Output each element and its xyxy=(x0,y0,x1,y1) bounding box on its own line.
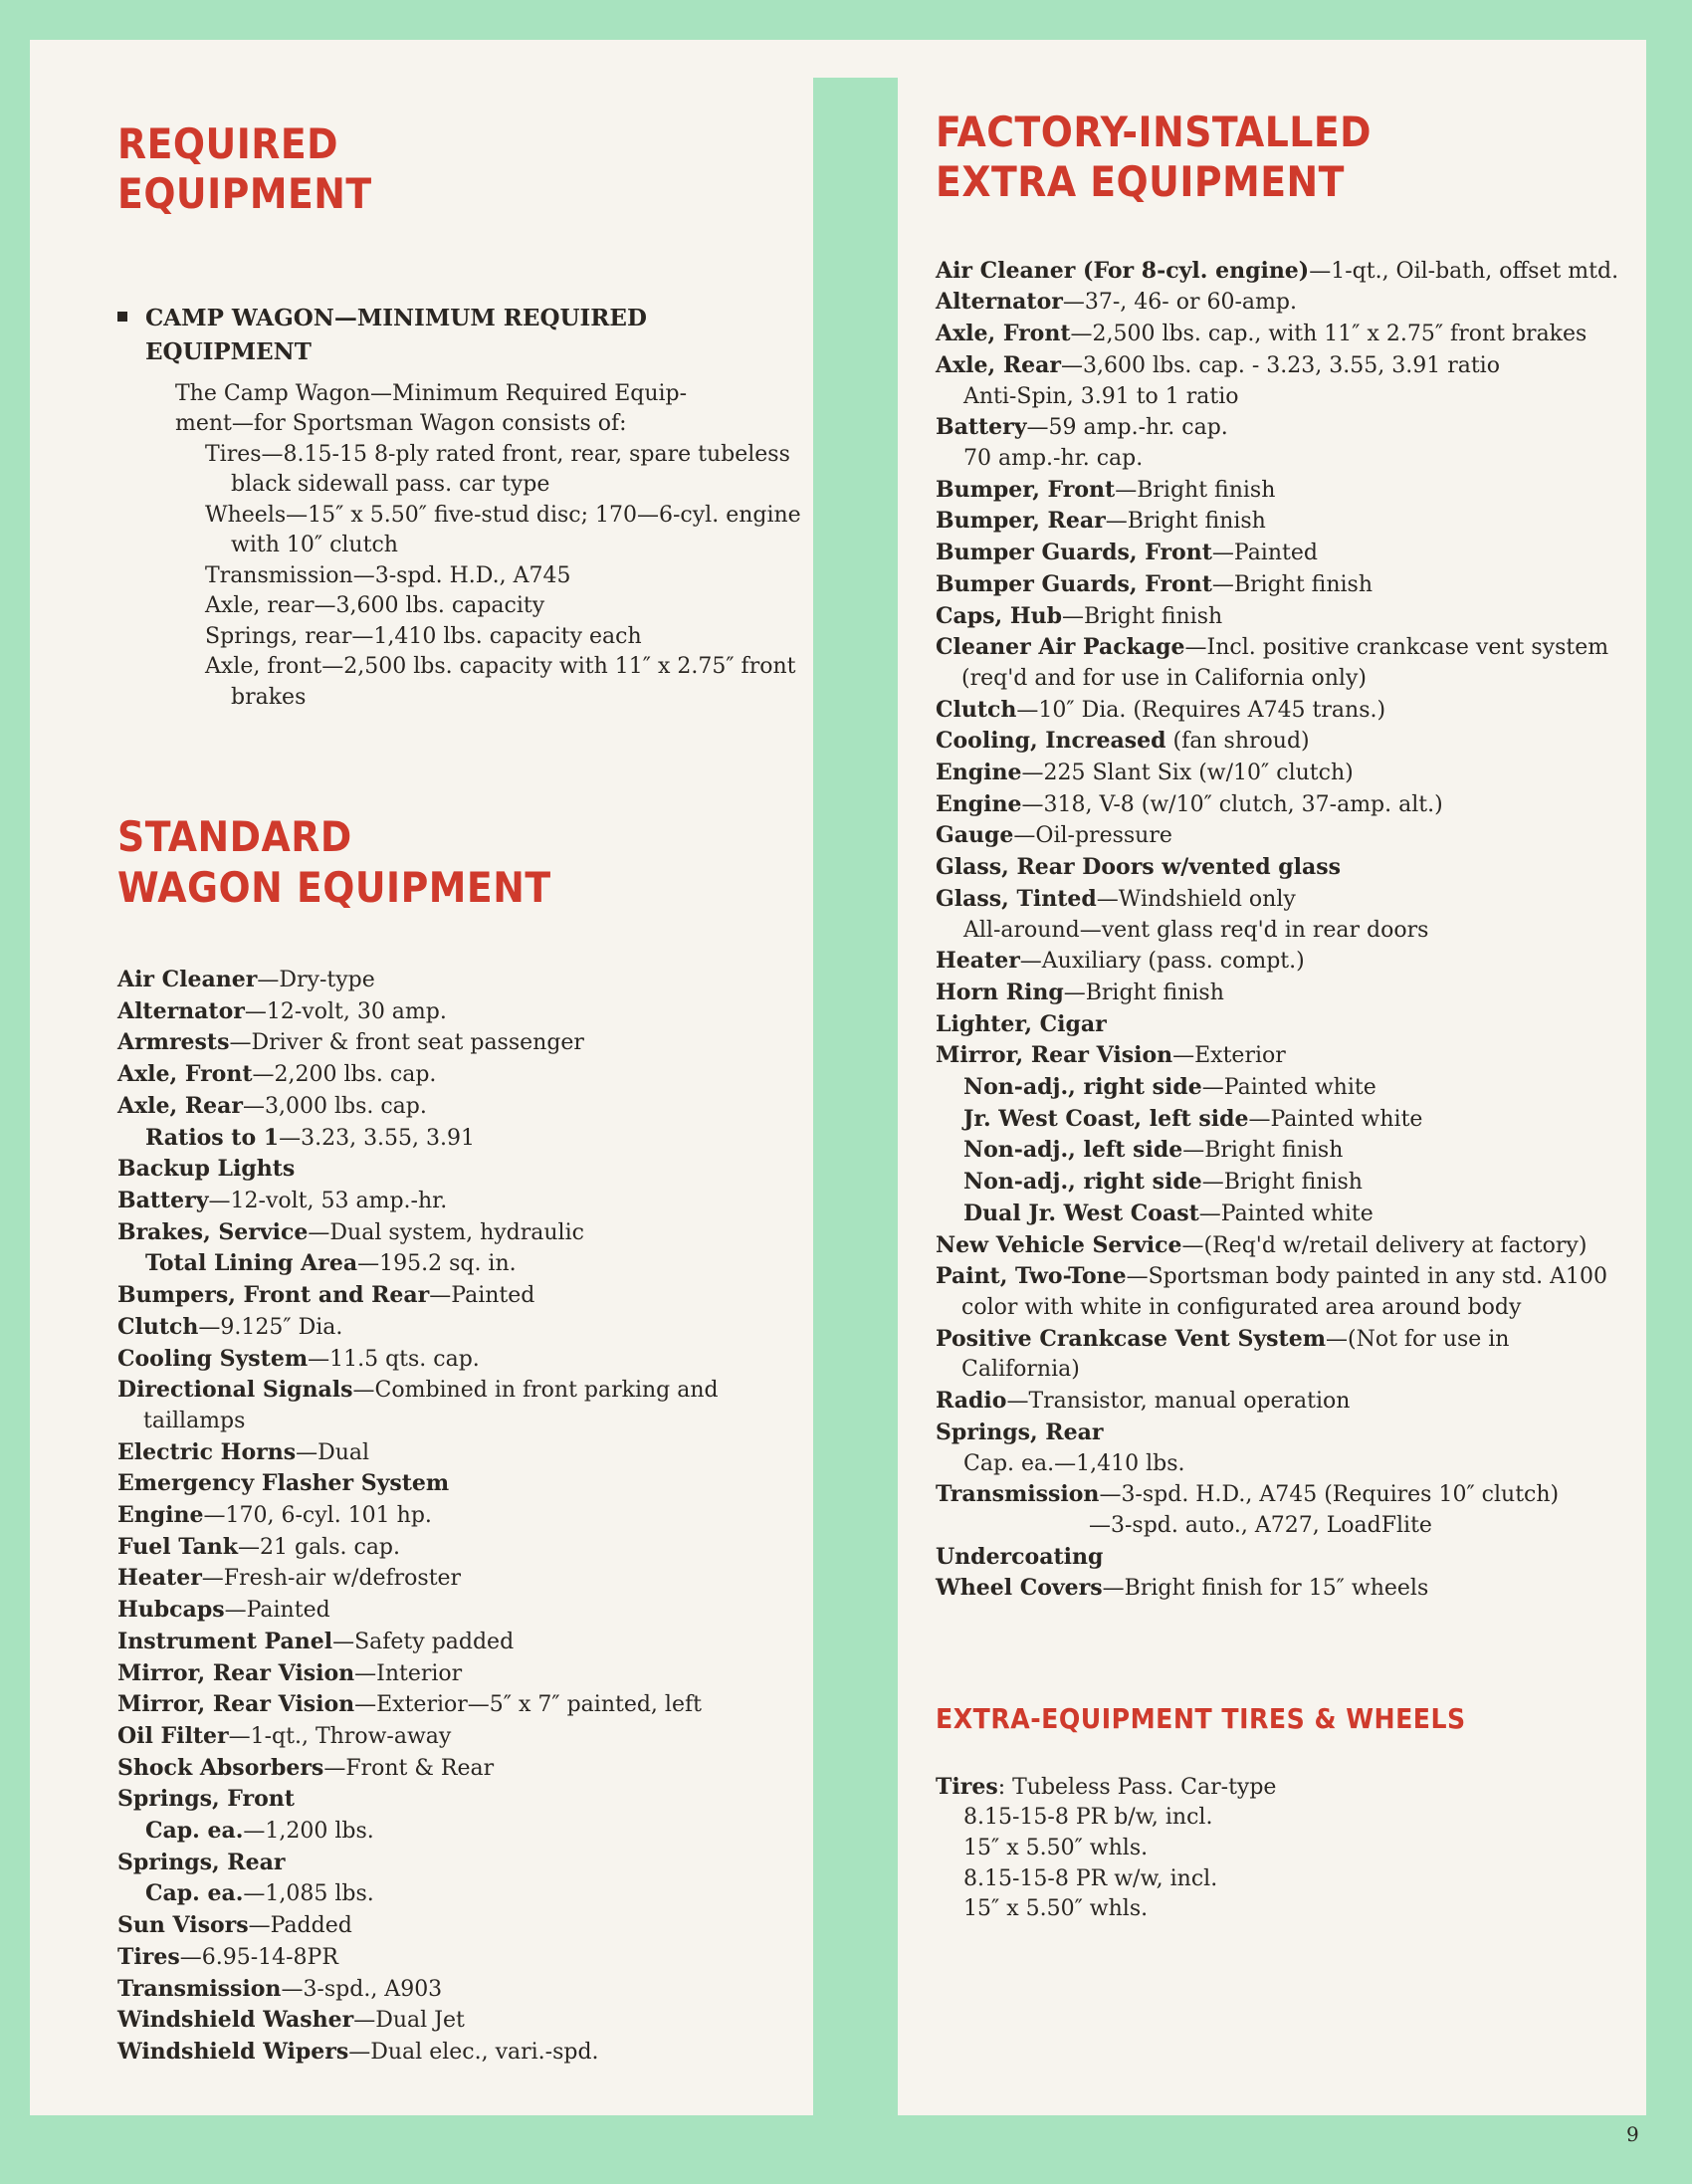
factory-item-key: Paint, Two-Tone xyxy=(936,1263,1127,1290)
factory-item-value: —225 Slant Six (w/10″ clutch) xyxy=(1021,761,1354,786)
standard-item-key: Shock Absorbers xyxy=(117,1754,324,1781)
factory-item-key: Air Cleaner (For 8-cyl. engine) xyxy=(936,257,1310,284)
standard-item-value: —Dry-type xyxy=(257,968,375,993)
factory-item-key: Non-adj., left side xyxy=(963,1137,1183,1164)
camp-wagon-item: Transmission—3-spd. H.D., A745 xyxy=(205,562,571,588)
factory-item xyxy=(936,820,1622,852)
factory-item-value: All-around—vent glass req'd in rear doors xyxy=(963,917,1429,943)
factory-equipment-list xyxy=(936,256,1622,1605)
factory-item-key: Axle, Front xyxy=(936,321,1071,347)
standard-item-key: Hubcaps xyxy=(117,1597,225,1624)
right-column xyxy=(936,108,1622,1925)
center-divider-band xyxy=(813,78,898,2115)
standard-item-value: —11.5 qts. cap. xyxy=(308,1346,480,1372)
factory-item-value: —37-, 46- or 60-amp. xyxy=(1062,290,1297,316)
standard-item xyxy=(117,1500,804,1532)
factory-item xyxy=(936,916,1622,947)
camp-wagon-items xyxy=(117,440,804,714)
factory-item xyxy=(936,444,1622,475)
standard-item xyxy=(117,1154,804,1186)
standard-item-value: —21 gals. cap. xyxy=(238,1534,401,1560)
standard-item-key: Springs, Rear xyxy=(117,1849,286,1875)
factory-item xyxy=(936,1230,1622,1262)
factory-item-key: Bumper Guards, Front xyxy=(936,540,1212,566)
standard-item-value: —Padded xyxy=(248,1913,352,1939)
factory-item-key: Clutch xyxy=(936,696,1017,723)
factory-item-value: Anti-Spin, 3.91 to 1 ratio xyxy=(963,383,1239,409)
standard-item-value: —6.95-14-8PR xyxy=(179,1944,338,1970)
left-column xyxy=(117,119,804,2069)
standard-item-value: —Dual elec., vari.-spd. xyxy=(348,2039,599,2065)
standard-item-value: —Safety padded xyxy=(332,1629,515,1654)
camp-wagon-subhead-line1: CAMP WAGON—MINIMUM REQUIRED xyxy=(145,304,647,331)
standard-item-value: —Combined in front parking and taillamps xyxy=(143,1378,719,1433)
standard-heading-line1: STANDARD xyxy=(117,812,352,862)
factory-item-value: Cap. ea.—1,410 lbs. xyxy=(963,1450,1185,1476)
tires-list xyxy=(936,1772,1622,1926)
standard-item-key: Electric Horns xyxy=(117,1438,297,1465)
standard-item xyxy=(117,2005,804,2037)
factory-item-value: 70 amp.-hr. cap. xyxy=(963,446,1144,471)
standard-item xyxy=(117,1753,804,1785)
tire-item-key: Tires xyxy=(936,1773,998,1800)
standard-item-key: Bumpers, Front and Rear xyxy=(117,1282,430,1309)
camp-wagon-subhead-line2: EQUIPMENT xyxy=(145,337,312,365)
factory-item-value: (fan shroud) xyxy=(1165,729,1310,755)
standard-item xyxy=(117,1689,804,1721)
standard-item xyxy=(117,1344,804,1376)
standard-item xyxy=(117,1878,804,1910)
factory-item xyxy=(936,256,1622,288)
factory-item xyxy=(936,1261,1622,1323)
factory-item-value: —3-spd. H.D., A745 (Requires 10″ clutch) xyxy=(1099,1482,1560,1508)
tire-item-value: 8.15-15-8 PR b/w, incl. xyxy=(963,1805,1213,1831)
factory-item-key: Glass, Tinted xyxy=(936,885,1097,912)
factory-item-key: Springs, Rear xyxy=(936,1419,1104,1445)
standard-item-value: —9.125″ Dia. xyxy=(198,1314,343,1340)
factory-item-value: —Painted xyxy=(1211,541,1318,566)
standard-item-key: Instrument Panel xyxy=(117,1628,333,1654)
factory-item-key: Cooling, Increased xyxy=(936,728,1166,755)
standard-item-value: —3,000 lbs. cap. xyxy=(242,1093,427,1119)
factory-item xyxy=(936,475,1622,507)
standard-item-key: Emergency Flasher System xyxy=(117,1470,450,1497)
factory-item-key: Non-adj., right side xyxy=(963,1074,1202,1101)
standard-item xyxy=(117,1532,804,1564)
standard-item xyxy=(117,1563,804,1595)
standard-item-key: Backup Lights xyxy=(117,1156,296,1183)
standard-item-value: —Interior xyxy=(354,1660,463,1686)
required-heading-line2: EQUIPMENT xyxy=(117,169,372,219)
tire-item-value: : Tubeless Pass. Car-type xyxy=(997,1774,1277,1800)
factory-item-key: Jr. West Coast, left side xyxy=(963,1105,1249,1132)
factory-item xyxy=(936,350,1622,382)
tire-item xyxy=(936,1803,1622,1834)
standard-item-key: Cooling System xyxy=(117,1345,309,1372)
standard-item-key: Ratios to 1 xyxy=(145,1124,280,1151)
standard-item-key: Axle, Rear xyxy=(117,1092,243,1119)
factory-item xyxy=(936,412,1622,444)
factory-item xyxy=(936,1104,1622,1136)
page xyxy=(30,40,1646,2146)
standard-item-key: Oil Filter xyxy=(117,1722,229,1749)
factory-item-key: Bumper, Rear xyxy=(936,508,1106,535)
standard-item-value: —3.23, 3.55, 3.91 xyxy=(279,1125,476,1151)
camp-wagon-item: Axle, front—2,500 lbs. capacity with 11″ x 2.75″ front brakes xyxy=(205,654,796,710)
standard-item-key: Engine xyxy=(117,1502,204,1529)
factory-item xyxy=(936,1324,1622,1386)
standard-item-key: Mirror, Rear Vision xyxy=(117,1691,355,1718)
factory-item-key: Glass, Rear Doors w/vented glass xyxy=(936,854,1342,881)
standard-item-key: Axle, Front xyxy=(117,1061,253,1088)
standard-item-key: Cap. ea. xyxy=(145,1818,244,1845)
standard-heading-line2: WAGON EQUIPMENT xyxy=(117,862,551,912)
standard-item-value: —12-volt, 53 amp.-hr. xyxy=(208,1188,448,1213)
factory-item-value: —3-spd. auto., A727, LoadFlite xyxy=(1089,1512,1432,1538)
factory-item-key: Cleaner Air Package xyxy=(936,634,1185,661)
standard-item xyxy=(117,1784,804,1816)
factory-item-value: —Oil-pressure xyxy=(1013,823,1172,849)
camp-wagon-item: Springs, rear—1,410 lbs. capacity each xyxy=(205,623,642,649)
factory-item-value: —Bright finish xyxy=(1201,1170,1363,1196)
standard-item xyxy=(117,1468,804,1500)
standard-item-value: —1-qt., Throw-away xyxy=(228,1723,452,1749)
standard-item-key: Directional Signals xyxy=(117,1377,353,1404)
page-number: 9 xyxy=(1626,2122,1639,2146)
standard-item-value: —Painted xyxy=(224,1598,330,1624)
tire-item-value: 15″ x 5.50″ whls. xyxy=(963,1836,1149,1861)
standard-item-key: Fuel Tank xyxy=(117,1533,238,1560)
standard-item-value: —2,200 lbs. cap. xyxy=(252,1062,437,1088)
standard-item-key: Mirror, Rear Vision xyxy=(117,1659,355,1686)
standard-item-value: —Fresh-air w/defroster xyxy=(201,1566,462,1592)
standard-item xyxy=(117,965,804,996)
tire-item-value: 8.15-15-8 PR w/w, incl. xyxy=(963,1865,1218,1891)
factory-item xyxy=(936,506,1622,538)
factory-item-key: Transmission xyxy=(936,1481,1100,1508)
standard-item-value: —Front & Rear xyxy=(323,1755,495,1781)
standard-item xyxy=(117,1123,804,1155)
standard-item xyxy=(117,1816,804,1848)
standard-item-key: Battery xyxy=(117,1187,209,1213)
standard-item-value: —Driver & front seat passenger xyxy=(229,1030,584,1056)
factory-item-value: —Transistor, manual operation xyxy=(1006,1389,1351,1415)
factory-heading-line1: FACTORY-INSTALLED xyxy=(936,108,1373,156)
factory-item xyxy=(936,1072,1622,1104)
factory-item xyxy=(936,1167,1622,1199)
standard-item xyxy=(117,996,804,1028)
factory-item-value: —(Not for use in California) xyxy=(961,1326,1510,1383)
standard-item xyxy=(117,1312,804,1344)
standard-item-key: Clutch xyxy=(117,1313,199,1340)
factory-item xyxy=(936,382,1622,413)
tire-item-value: 15″ x 5.50″ whls. xyxy=(963,1896,1149,1922)
camp-wagon-item: Axle, rear—3,600 lbs. capacity xyxy=(205,593,545,619)
factory-item xyxy=(936,1040,1622,1072)
factory-item xyxy=(936,1449,1622,1480)
factory-item-value: —Bright finish xyxy=(1063,980,1224,1005)
factory-item-key: Heater xyxy=(936,948,1020,975)
standard-item-value: —Dual xyxy=(296,1439,370,1465)
standard-item-value: —3-spd., A903 xyxy=(281,1976,443,2002)
tire-item xyxy=(936,1834,1622,1864)
standard-item-key: Sun Visors xyxy=(117,1912,249,1939)
factory-item-value: —(Req'd w/retail delivery at factory) xyxy=(1181,1232,1587,1258)
standard-item xyxy=(117,2037,804,2069)
standard-item-key: Cap. ea. xyxy=(145,1880,244,1907)
camp-wagon-item: Tires—8.15-15 8-ply rated front, rear, spare tubeless black sidewall pass. car type xyxy=(205,441,790,498)
factory-item xyxy=(936,319,1622,350)
tire-item xyxy=(936,1772,1622,1804)
factory-item-value: —Bright finish xyxy=(1211,571,1374,597)
standard-item-value: —1,085 lbs. xyxy=(243,1881,374,1907)
standard-item xyxy=(117,1658,804,1690)
standard-item-key: Windshield Washer xyxy=(117,2007,354,2034)
standard-item xyxy=(117,1942,804,1974)
standard-item xyxy=(117,1974,804,2006)
standard-item-value: —Dual system, hydraulic xyxy=(308,1219,584,1245)
factory-item-key: Mirror, Rear Vision xyxy=(936,1042,1173,1069)
factory-item-value: —Painted white xyxy=(1248,1106,1423,1132)
camp-wagon-intro-line1: The Camp Wagon—Minimum Required Equip- xyxy=(175,380,688,406)
standard-item xyxy=(117,1091,804,1123)
factory-item-value: —10″ Dia. (Requires A745 trans.) xyxy=(1016,697,1386,723)
factory-item xyxy=(936,978,1622,1009)
factory-item-value: —Bright finish for 15″ wheels xyxy=(1102,1576,1429,1602)
factory-item-value: —3,600 lbs. cap. - 3.23, 3.55, 3.91 ratio xyxy=(1060,352,1500,378)
standard-item-key: Air Cleaner xyxy=(117,967,258,993)
factory-item xyxy=(936,1009,1622,1041)
factory-item-key: Dual Jr. West Coast xyxy=(963,1200,1199,1226)
standard-item xyxy=(117,1186,804,1217)
factory-item-value: —Auxiliary (pass. compt.) xyxy=(1019,949,1305,975)
factory-item-value: —2,500 lbs. cap., with 11″ x 2.75″ front brakes xyxy=(1070,322,1587,347)
factory-item-value: —Bright finish xyxy=(1105,509,1266,535)
factory-item-key: Battery xyxy=(936,414,1027,441)
factory-item xyxy=(936,1135,1622,1167)
required-heading-line1: REQUIRED xyxy=(117,119,339,168)
factory-item-key: New Vehicle Service xyxy=(936,1231,1182,1258)
factory-item-key: Axle, Rear xyxy=(936,351,1061,378)
factory-item-value: —Bright finish xyxy=(1182,1138,1344,1164)
standard-item-value: —Dual Jet xyxy=(353,2008,465,2034)
factory-item xyxy=(936,287,1622,319)
factory-item-value: —Exterior xyxy=(1172,1043,1286,1069)
factory-item-key: Bumper, Front xyxy=(936,476,1116,503)
standard-item xyxy=(117,1059,804,1091)
factory-item-key: Alternator xyxy=(936,289,1063,316)
factory-item xyxy=(936,1542,1622,1574)
standard-equipment-list xyxy=(117,965,804,2069)
factory-item xyxy=(936,1199,1622,1230)
factory-item-value: —Sportsman body painted in any std. A100 color with white in configurated area around body xyxy=(961,1264,1607,1320)
factory-item xyxy=(936,852,1622,884)
factory-item xyxy=(936,538,1622,569)
factory-item-key: Engine xyxy=(936,790,1022,817)
standard-item-key: Armrests xyxy=(117,1029,230,1056)
standard-item-value: —170, 6-cyl. 101 hp. xyxy=(203,1503,432,1529)
standard-item-key: Heater xyxy=(117,1565,202,1592)
factory-item-value: —59 amp.-hr. cap. xyxy=(1026,415,1228,441)
factory-item-key: Gauge xyxy=(936,822,1014,849)
standard-item-key: Transmission xyxy=(117,1975,282,2002)
factory-item-value: —Painted white xyxy=(1198,1201,1374,1226)
standard-item xyxy=(117,1848,804,1879)
camp-wagon-intro-line2: ment—for Sportsman Wagon consists of: xyxy=(175,411,627,437)
standard-item xyxy=(117,1910,804,1942)
camp-wagon-body xyxy=(117,379,804,714)
standard-item-key: Brakes, Service xyxy=(117,1218,309,1245)
standard-item xyxy=(117,1721,804,1753)
standard-item-key: Tires xyxy=(117,1943,180,1970)
standard-item xyxy=(117,1627,804,1658)
factory-item-key: Wheel Covers xyxy=(936,1575,1103,1602)
factory-item xyxy=(936,1386,1622,1418)
square-bullet-icon xyxy=(117,312,127,322)
factory-item-value: —Windshield only xyxy=(1096,886,1296,912)
factory-item-key: Radio xyxy=(936,1388,1007,1415)
standard-item-value: —Painted xyxy=(429,1283,535,1309)
factory-item-key: Lighter, Cigar xyxy=(936,1010,1107,1037)
factory-item-key: Bumper Guards, Front xyxy=(936,570,1212,597)
factory-item xyxy=(936,601,1622,633)
factory-item xyxy=(936,946,1622,978)
factory-item xyxy=(936,1511,1622,1542)
standard-item-key: Total Lining Area xyxy=(145,1250,358,1277)
factory-item xyxy=(936,726,1622,758)
factory-item xyxy=(936,758,1622,789)
camp-wagon-item: Wheels—15″ x 5.50″ five-stud disc; 170—6-cyl. engine with 10″ clutch xyxy=(205,502,801,558)
standard-item xyxy=(117,1437,804,1469)
camp-wagon-subhead xyxy=(117,302,804,369)
tires-heading: EXTRA-EQUIPMENT TIRES & WHEELS xyxy=(936,1702,1466,1736)
standard-item-value: —12-volt, 30 amp. xyxy=(244,998,447,1024)
factory-item-key: Engine xyxy=(936,760,1022,786)
factory-item-key: Positive Crankcase Vent System xyxy=(936,1325,1326,1352)
factory-item xyxy=(936,1479,1622,1511)
standard-item xyxy=(117,1595,804,1627)
standard-item xyxy=(117,1280,804,1312)
factory-item-value: —318, V-8 (w/10″ clutch, 37-amp. alt.) xyxy=(1021,791,1443,817)
factory-item-key: Undercoating xyxy=(936,1543,1104,1570)
required-heading xyxy=(117,119,804,220)
standard-item-key: Alternator xyxy=(117,997,245,1024)
factory-item-value: —1-qt., Oil-bath, offset mtd. xyxy=(1309,258,1619,284)
standard-heading xyxy=(117,812,804,913)
standard-item xyxy=(117,1375,804,1436)
factory-item-value: —Bright finish xyxy=(1062,603,1223,629)
factory-item xyxy=(936,1573,1622,1605)
standard-item xyxy=(117,1217,804,1249)
standard-item-value: —195.2 sq. in. xyxy=(357,1251,517,1277)
factory-item xyxy=(936,789,1622,821)
factory-item-key: Horn Ring xyxy=(936,979,1064,1005)
standard-item-value: —1,200 lbs. xyxy=(243,1819,374,1845)
factory-item-key: Caps, Hub xyxy=(936,602,1063,629)
factory-item-value: —Bright finish xyxy=(1115,477,1276,503)
factory-item-value: —Painted white xyxy=(1201,1075,1376,1101)
standard-item-key: Springs, Front xyxy=(117,1786,295,1813)
standard-item-key: Windshield Wipers xyxy=(117,2038,349,2065)
factory-item xyxy=(936,632,1622,694)
factory-item xyxy=(936,1418,1622,1449)
factory-item-key: Non-adj., right side xyxy=(963,1169,1202,1196)
factory-heading xyxy=(936,108,1622,208)
factory-item xyxy=(936,884,1622,916)
standard-item-value: —Exterior—5″ x 7″ painted, left xyxy=(354,1692,702,1718)
factory-item-value: —Incl. positive crankcase vent system (req'd and for use in California only) xyxy=(961,635,1609,691)
standard-item xyxy=(117,1248,804,1280)
standard-item xyxy=(117,1027,804,1059)
factory-heading-line2: EXTRA EQUIPMENT xyxy=(936,157,1345,207)
tire-item xyxy=(936,1894,1622,1925)
factory-item xyxy=(936,695,1622,727)
factory-item xyxy=(936,569,1622,601)
tire-item xyxy=(936,1864,1622,1895)
